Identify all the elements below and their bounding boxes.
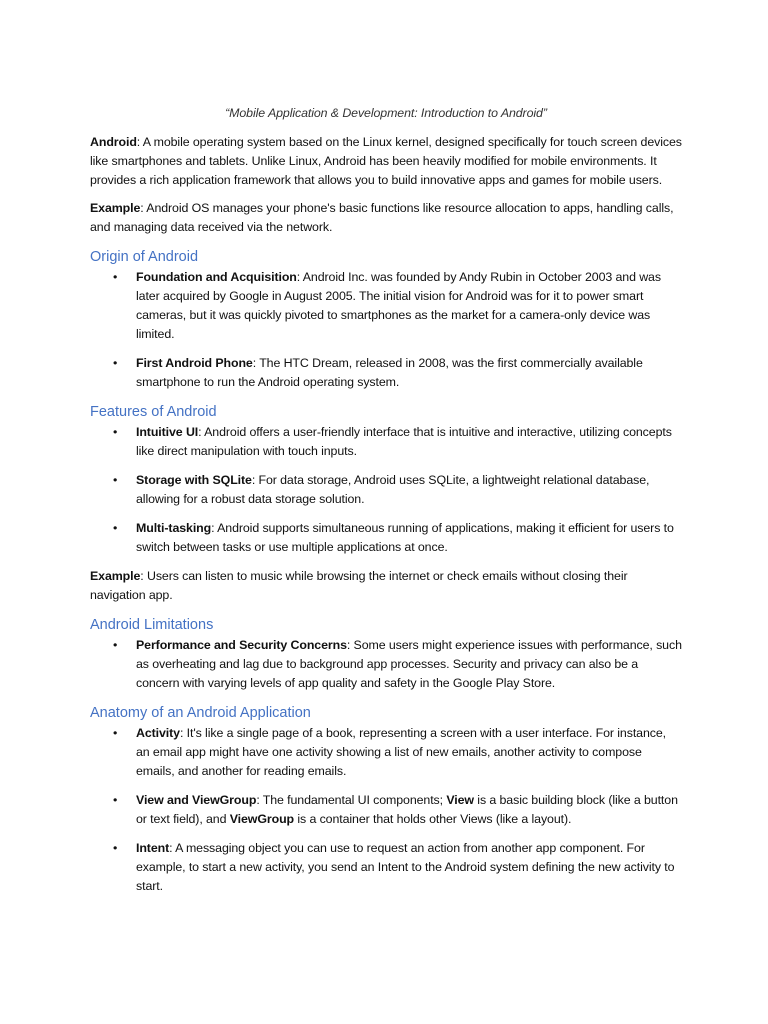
list-item xyxy=(90,839,682,896)
bullet: • xyxy=(113,473,118,487)
bullet: • xyxy=(113,356,118,370)
list-item xyxy=(90,268,682,344)
intro-term: Android xyxy=(90,135,137,149)
bullet: • xyxy=(113,638,118,652)
item-text: : A messaging object you can use to request an action from another app component. For example, to start a new activity, you send an Intent to the Android system defining the new activity to start. xyxy=(136,841,675,893)
item-text: : Android offers a user-friendly interface that is intuitive and interactive, utilizing concepts like direct manipulation with touch inputs. xyxy=(136,425,672,458)
section-heading-origin: Origin of Android xyxy=(90,249,199,265)
section-heading-anatomy: Anatomy of an Android Application xyxy=(90,705,311,721)
bullet: • xyxy=(113,425,118,439)
bullet: • xyxy=(113,521,118,535)
item-text: : Some users might experience issues with performance, such as overheating and lag due to background app processes. Security and privacy can also be a concern with varying levels of app quality and safety in the Google Play Store. xyxy=(136,638,682,690)
item-text: is a container that holds other Views (like a layout). xyxy=(294,812,572,826)
item-term: Performance and Security Concerns xyxy=(136,638,347,652)
list-item xyxy=(90,423,682,461)
item-text: is a basic building block (like a button or text field), and xyxy=(136,793,678,826)
list-item xyxy=(90,354,682,392)
item-text: : The fundamental UI components; xyxy=(256,793,447,807)
bullet: • xyxy=(113,841,118,855)
item-term: Intuitive UI xyxy=(136,425,199,439)
item-term: Foundation and Acquisition xyxy=(136,270,297,284)
list-item xyxy=(90,724,682,781)
features-example-paragraph xyxy=(90,567,682,605)
bullet: • xyxy=(113,726,118,740)
item-text: : Android supports simultaneous running of applications, making it efficient for users to switch between tasks or use multiple applications at once. xyxy=(136,521,674,554)
origin-list xyxy=(90,268,682,392)
bullet: • xyxy=(113,793,118,807)
list-item xyxy=(90,519,682,557)
example-paragraph xyxy=(90,199,682,237)
example-term: Example xyxy=(90,201,141,215)
document-title: “Mobile Application & Development: Introduction to Android” xyxy=(225,106,547,120)
intro-text: : A mobile operating system based on the Linux kernel, designed specifically for touch screen devices like smartphones and tablets. Unlike Linux, Android has been heavily modified for mobile environments. It provides a rich application framework that allows you to build innovative apps and games for mobile users. xyxy=(90,135,682,187)
item-text: : The HTC Dream, released in 2008, was the first commercially available smartphone to run the Android operating system. xyxy=(136,356,643,389)
item-term: Storage with SQLite xyxy=(136,473,252,487)
limitations-list xyxy=(90,636,682,693)
bullet: • xyxy=(113,270,118,284)
item-term: Multi-tasking xyxy=(136,521,212,535)
example-term: Example xyxy=(90,569,141,583)
item-term: View and ViewGroup xyxy=(136,793,257,807)
intro-paragraph xyxy=(90,133,682,190)
item-term: First Android Phone xyxy=(136,356,253,370)
example-text: : Android OS manages your phone's basic functions like resource allocation to apps, handling calls, and managing data received via the network. xyxy=(90,201,674,234)
item-text: : It's like a single page of a book, representing a screen with a user interface. For instance, an email app might have one activity showing a list of new emails, another activity to compose emails, and another for reading emails. xyxy=(136,726,666,778)
features-list xyxy=(90,423,682,557)
item-term: Intent xyxy=(136,841,170,855)
section-heading-features: Features of Android xyxy=(90,404,217,420)
item-text: : For data storage, Android uses SQLite, a lightweight relational database, allowing for a robust data storage solution. xyxy=(136,473,650,506)
example-text: : Users can listen to music while browsing the internet or check emails without closing their navigation app. xyxy=(90,569,628,602)
section-heading-limitations: Android Limitations xyxy=(90,617,214,633)
list-item xyxy=(90,636,682,693)
anatomy-list xyxy=(90,724,682,896)
item-text: : Android Inc. was founded by Andy Rubin in October 2003 and was later acquired by Google in August 2005. The initial vision for Android was for it to power smart cameras, but it was quickly pivoted to smartphones as the market for a camera-only device was limited. xyxy=(136,270,661,341)
list-item xyxy=(90,471,682,509)
list-item xyxy=(90,791,682,829)
document-body xyxy=(90,104,682,906)
item-term-viewgroup: ViewGroup xyxy=(229,812,295,826)
item-term-view: View xyxy=(446,793,474,807)
item-term: Activity xyxy=(136,726,180,740)
